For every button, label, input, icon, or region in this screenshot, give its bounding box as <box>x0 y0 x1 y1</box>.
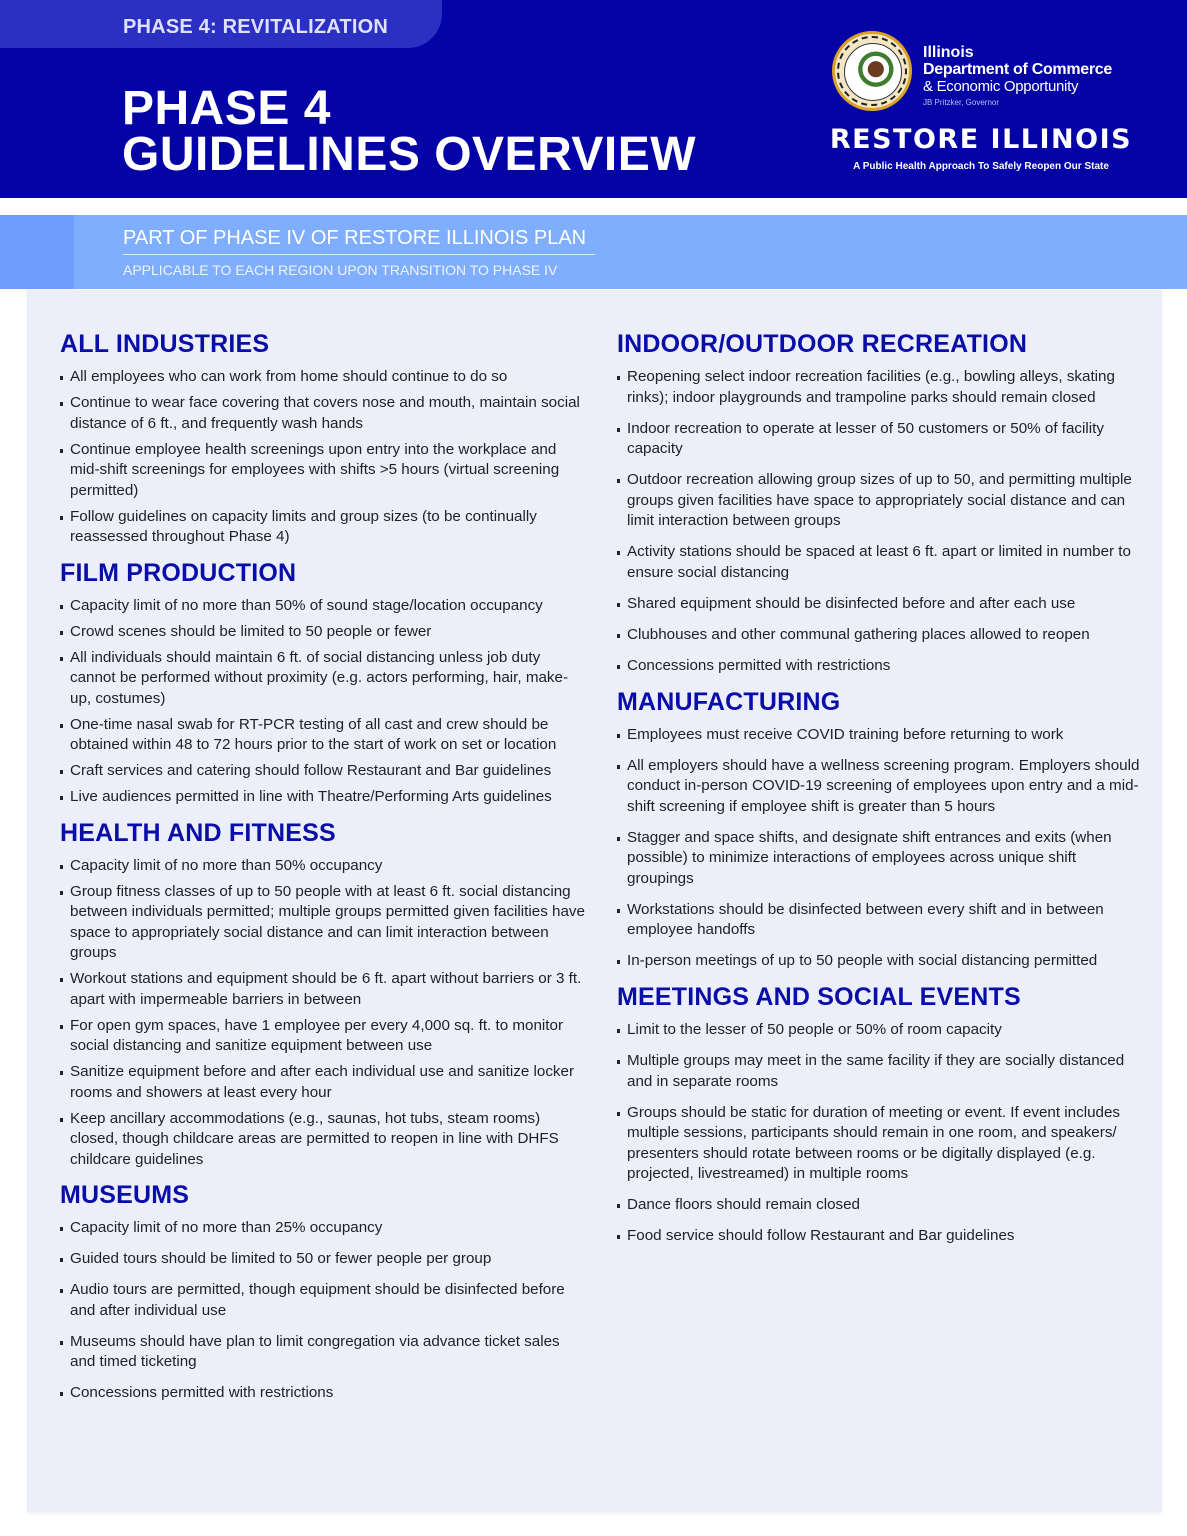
list-item: Employees must receive COVID training before returning to work <box>617 725 1142 746</box>
list-item: Crowd scenes should be limited to 50 people or fewer <box>60 622 585 643</box>
list-item: Limit to the lesser of 50 people or 50% of room capacity <box>617 1020 1142 1041</box>
dept-line2: Department of Commerce <box>923 61 1113 78</box>
bullet-list <box>617 1020 1142 1247</box>
section-health-and-fitness <box>60 818 585 1171</box>
list-item: Craft services and catering should follow Restaurant and Bar guidelines <box>60 761 585 782</box>
section-meetings-and-social-events <box>617 982 1142 1247</box>
bullet-list <box>617 725 1142 972</box>
list-item: All employees who can work from home should continue to do so <box>60 367 585 388</box>
section-title: MUSEUMS <box>60 1181 190 1209</box>
section-museums <box>60 1180 585 1404</box>
list-item: Live audiences permitted in line with Theatre/Performing Arts guidelines <box>60 787 585 808</box>
section-film-production <box>60 558 585 808</box>
list-item: Reopening select indoor recreation facilities (e.g., bowling alleys, skating rinks); indoor playgrounds and trampoline parks should remain closed <box>617 367 1142 408</box>
list-item: Concessions permitted with restrictions <box>60 1383 585 1404</box>
section-title: MANUFACTURING <box>617 687 841 716</box>
phase-tab <box>0 0 442 48</box>
illinois-seal-icon <box>832 31 912 111</box>
section-indoor-outdoor-recreation <box>617 329 1142 676</box>
list-item: Outdoor recreation allowing group sizes of up to 50, and permitting multiple groups given facilities have space to appropriately social distance and can limit interaction between groups <box>617 470 1142 532</box>
list-item: Multiple groups may meet in the same facility if they are socially distanced and in separate rooms <box>617 1051 1142 1092</box>
dept-line1: Illinois <box>923 44 974 61</box>
list-item: Activity stations should be spaced at least 6 ft. apart or limited in number to ensure social distancing <box>617 542 1142 583</box>
list-item: Indoor recreation to operate at lesser of 50 customers or 50% of facility capacity <box>617 419 1142 460</box>
section-title: FILM PRODUCTION <box>60 558 297 587</box>
list-item: One-time nasal swab for RT-PCR testing of all cast and crew should be obtained within 48 to 72 hours prior to the start of work on set or location <box>60 715 585 756</box>
page-title-line2: GUIDELINES OVERVIEW <box>122 128 697 181</box>
section-manufacturing <box>617 687 1142 972</box>
dept-logo-text <box>923 45 1112 107</box>
list-item: Clubhouses and other communal gathering places allowed to reopen <box>617 625 1142 646</box>
page-title-line1: PHASE 4 <box>122 82 331 135</box>
list-item: Capacity limit of no more than 50% of sound stage/location occupancy <box>60 596 585 617</box>
list-item: Guided tours should be limited to 50 or fewer people per group <box>60 1249 585 1270</box>
list-item: Capacity limit of no more than 25% occupancy <box>60 1218 585 1239</box>
list-item: Shared equipment should be disinfected before and after each use <box>617 594 1142 615</box>
list-item: All employers should have a wellness screening program. Employers should conduct in-person COVID-19 screening of employees upon entry and a mid-shift screening if employee shift is greater than 5 hours <box>617 756 1142 818</box>
list-item: Dance floors should remain closed <box>617 1195 1142 1216</box>
list-item: Capacity limit of no more than 50% occupancy <box>60 856 585 877</box>
left-column <box>60 329 585 1414</box>
list-item: Keep ancillary accommodations (e.g., saunas, hot tubs, steam rooms) closed, though childcare areas are permitted to reopen in line with DHFS childcare guidelines <box>60 1109 585 1171</box>
section-all-industries <box>60 329 585 548</box>
list-item: Sanitize equipment before and after each individual use and sanitize locker rooms and showers at least every hour <box>60 1062 585 1103</box>
right-column <box>617 329 1142 1257</box>
bullet-list <box>60 367 585 548</box>
bullet-list <box>60 856 585 1171</box>
section-title: ALL INDUSTRIES <box>60 330 270 358</box>
list-item: Continue to wear face covering that covers nose and mouth, maintain social distance of 6 ft., and frequently wash hands <box>60 393 585 434</box>
bullet-list <box>617 367 1142 676</box>
subheader-subtitle: APPLICABLE TO EACH REGION UPON TRANSITION TO PHASE IV <box>123 262 558 278</box>
list-item: Audio tours are permitted, though equipment should be disinfected before and after individual use <box>60 1280 585 1321</box>
list-item: Workout stations and equipment should be 6 ft. apart without barriers or 3 ft. apart with impermeable barriers in between <box>60 969 585 1010</box>
list-item: Museums should have plan to limit congregation via advance ticket sales and timed ticketing <box>60 1332 585 1373</box>
section-title: INDOOR/OUTDOOR RECREATION <box>617 330 1028 358</box>
list-item: Food service should follow Restaurant and Bar guidelines <box>617 1226 1142 1247</box>
section-title: HEALTH AND FITNESS <box>60 818 336 847</box>
brand-tagline: A Public Health Approach To Safely Reopen Our State <box>853 161 1109 172</box>
list-item: Concessions permitted with restrictions <box>617 656 1142 677</box>
list-item: Follow guidelines on capacity limits and group sizes (to be continually reassessed throughout Phase 4) <box>60 507 585 548</box>
list-item: All individuals should maintain 6 ft. of social distancing unless job duty cannot be performed without proximity (e.g. actors performing, hair, make-up, costumes) <box>60 648 585 710</box>
list-item: In-person meetings of up to 50 people with social distancing permitted <box>617 951 1142 972</box>
list-item: Continue employee health screenings upon entry into the workplace and mid-shift screenings for employees with shifts >5 hours (virtual screening permitted) <box>60 440 585 502</box>
list-item: Stagger and space shifts, and designate shift entrances and exits (when possible) to minimize interactions of employees across unique shift groupings <box>617 828 1142 890</box>
bullet-list <box>60 596 585 808</box>
header-banner <box>0 0 1187 198</box>
bullet-list <box>60 1218 585 1404</box>
phase-tab-label: PHASE 4: REVITALIZATION <box>123 16 388 38</box>
list-item: Workstations should be disinfected between every shift and in between employee handoffs <box>617 900 1142 941</box>
governor-name: JB Pritzker, Governor <box>923 98 1000 107</box>
list-item: Group fitness classes of up to 50 people with at least 6 ft. social distancing between individuals permitted; multiple groups permitted given facilities have space to appropriately social distance and can limit interaction between groups <box>60 882 585 964</box>
brand-logo: RESTORE ILLINOIS <box>829 124 1133 155</box>
page-title <box>122 82 697 181</box>
dept-line3: & Economic Opportunity <box>923 78 1079 95</box>
list-item: Groups should be static for duration of meeting or event. If event includes multiple sessions, participants should remain in one room, and speakers/ presenters should rotate between rooms or be digitally displayed (e.g. projected, livestreamed) in multiple rooms <box>617 1103 1142 1185</box>
list-item: For open gym spaces, have 1 employee per every 4,000 sq. ft. to monitor social distancing and sanitize equipment between use <box>60 1016 585 1057</box>
section-title: MEETINGS AND SOCIAL EVENTS <box>617 983 1021 1011</box>
band-accent <box>0 215 74 289</box>
subheader-title: PART OF PHASE IV OF RESTORE ILLINOIS PLAN <box>123 227 595 255</box>
